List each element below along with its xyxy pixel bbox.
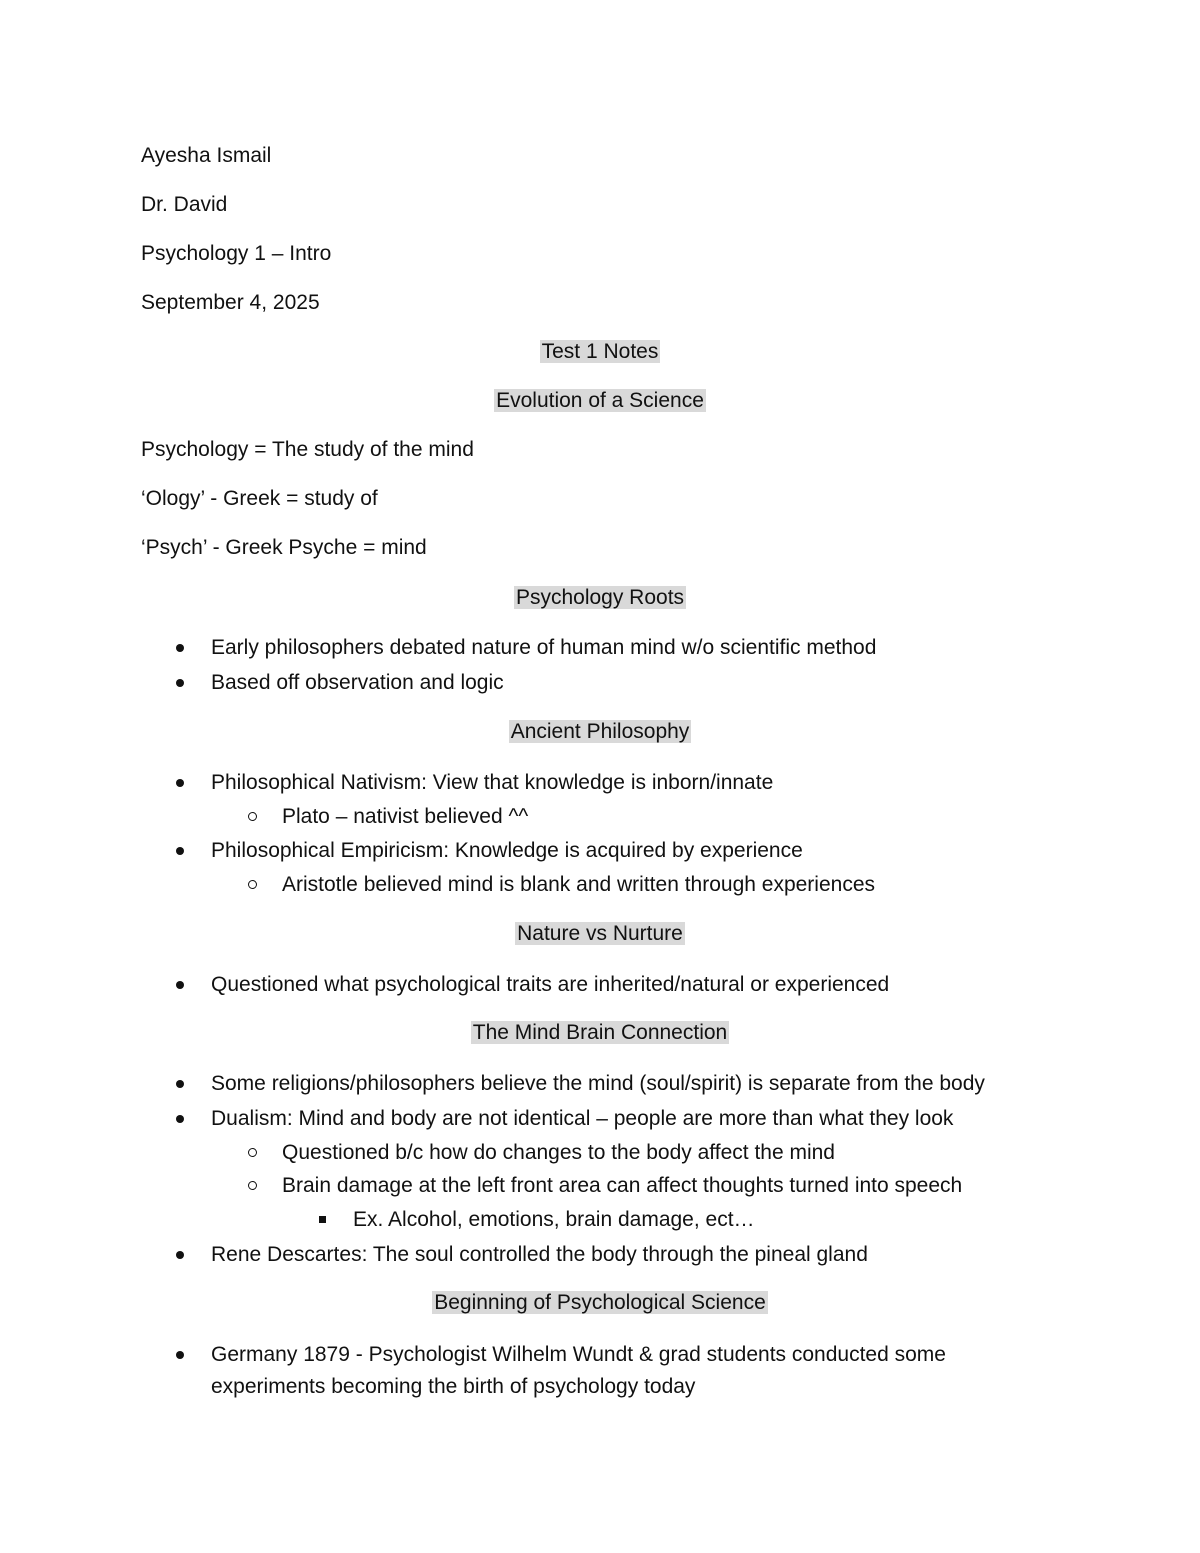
section-heading-row	[0, 716, 1200, 748]
student-name: Ayesha Ismail	[141, 144, 272, 167]
list-item-text: Ex. Alcohol, emotions, brain damage, ect…	[353, 1208, 755, 1231]
instructor-name: Dr. David	[141, 193, 228, 216]
list-item	[211, 1339, 1041, 1403]
list-item-text: Questioned what psychological traits are inherited/natural or experienced	[211, 973, 890, 996]
bullet-icon	[176, 981, 184, 989]
section-heading-row	[0, 1287, 1200, 1319]
list-item	[211, 667, 504, 699]
sub-bullet-icon	[248, 812, 257, 821]
document-title: Test 1 Notes	[541, 340, 659, 363]
sub-bullet-icon	[248, 880, 257, 889]
section-heading-mindbrain: The Mind Brain Connection	[472, 1021, 728, 1044]
evolution-line-1: Psychology = The study of the mind	[141, 438, 474, 461]
bullet-icon	[176, 847, 184, 855]
list-item	[282, 801, 528, 833]
list-item	[282, 1137, 835, 1169]
bullet-icon	[176, 1080, 184, 1088]
list-item-text: Based off observation and logic	[211, 671, 504, 694]
section-heading-row	[0, 918, 1200, 950]
bullet-icon	[176, 1115, 184, 1123]
list-item-text: Plato – nativist believed ^^	[282, 805, 529, 828]
list-item	[211, 1068, 985, 1100]
section-heading-roots: Psychology Roots	[515, 586, 685, 609]
section-heading-ancient: Ancient Philosophy	[510, 720, 690, 743]
list-item-text: Philosophical Nativism: View that knowledge is inborn/innate	[211, 771, 774, 794]
section-heading-beginning: Beginning of Psychological Science	[434, 1291, 766, 1314]
section-heading-row	[0, 582, 1200, 614]
square-bullet-icon	[319, 1216, 326, 1223]
bullet-icon	[176, 779, 184, 787]
bullet-icon	[176, 679, 184, 687]
list-item	[282, 1170, 962, 1202]
section-heading-row	[0, 1017, 1200, 1049]
list-item-text: Aristotle believed mind is blank and written through experiences	[282, 873, 875, 896]
section-heading-evolution: Evolution of a Science	[496, 389, 704, 412]
list-item	[211, 1103, 953, 1135]
evolution-line-3: ‘Psych’ - Greek Psyche = mind	[141, 536, 427, 559]
bullet-icon	[176, 1251, 184, 1259]
course-name: Psychology 1 – Intro	[141, 242, 332, 265]
list-item-text: Dualism: Mind and body are not identical – people are more than what they look	[211, 1107, 954, 1130]
list-item-text: Rene Descartes: The soul controlled the body through the pineal gland	[211, 1243, 868, 1266]
list-item-text: Germany 1879 - Psychologist Wilhelm Wundt & grad students conducted some experiments becoming the birth of psychology today	[211, 1343, 946, 1398]
list-item	[211, 835, 803, 867]
section-heading-row	[0, 385, 1200, 417]
document-date: September 4, 2025	[141, 291, 320, 314]
document-title-row	[0, 336, 1200, 368]
list-item	[211, 1239, 868, 1271]
bullet-icon	[176, 1351, 184, 1359]
list-item	[211, 632, 876, 664]
list-item	[211, 969, 889, 1001]
section-heading-nature: Nature vs Nurture	[517, 922, 683, 945]
list-item	[353, 1204, 755, 1236]
sub-bullet-icon	[248, 1148, 257, 1157]
sub-bullet-icon	[248, 1181, 257, 1190]
evolution-line-2: ‘Ology’ - Greek = study of	[141, 487, 378, 510]
bullet-icon	[176, 644, 184, 652]
list-item-text: Some religions/philosophers believe the mind (soul/spirit) is separate from the body	[211, 1072, 985, 1095]
list-item-text: Questioned b/c how do changes to the body affect the mind	[282, 1141, 835, 1164]
list-item	[282, 869, 875, 901]
list-item-text: Early philosophers debated nature of human mind w/o scientific method	[211, 636, 877, 659]
list-item-text: Philosophical Empiricism: Knowledge is acquired by experience	[211, 839, 803, 862]
list-item	[211, 767, 773, 799]
list-item-text: Brain damage at the left front area can affect thoughts turned into speech	[282, 1174, 963, 1197]
